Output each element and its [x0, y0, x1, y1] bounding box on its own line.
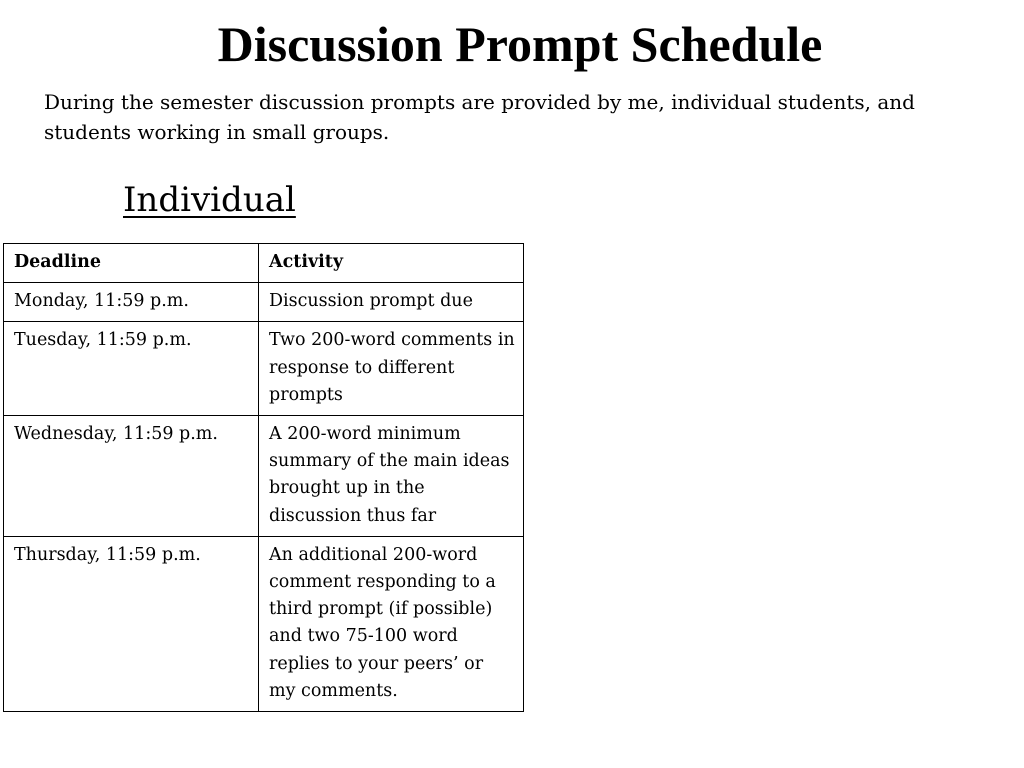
activity-cell: Two 200-word comments in response to different prompts — [259, 322, 524, 416]
activity-cell: An additional 200-word comment responding to a third prompt (if possible) and two 75-100 word replies to your peers’ or my comments. — [259, 536, 524, 711]
table-row — [4, 283, 524, 322]
table-row — [4, 536, 524, 711]
schedule-table — [3, 243, 524, 712]
table-row — [4, 416, 524, 537]
deadline-cell: Tuesday, 11:59 p.m. — [4, 322, 259, 416]
intro-paragraph: During the semester discussion prompts are provided by me, individual students, and students working in small groups. — [44, 90, 915, 144]
table-row — [4, 322, 524, 416]
activity-cell: A 200-word minimum summary of the main ideas brought up in the discussion thus far — [259, 416, 524, 537]
activity-cell: Discussion prompt due — [259, 283, 524, 322]
deadline-cell: Wednesday, 11:59 p.m. — [4, 416, 259, 537]
page-title: Discussion Prompt Schedule — [217, 16, 823, 72]
deadline-cell: Monday, 11:59 p.m. — [4, 283, 259, 322]
column-header-activity: Activity — [259, 244, 524, 283]
section-heading-individual: Individual — [123, 180, 296, 220]
table-header-row — [4, 244, 524, 283]
deadline-cell: Thursday, 11:59 p.m. — [4, 536, 259, 711]
column-header-deadline: Deadline — [4, 244, 259, 283]
